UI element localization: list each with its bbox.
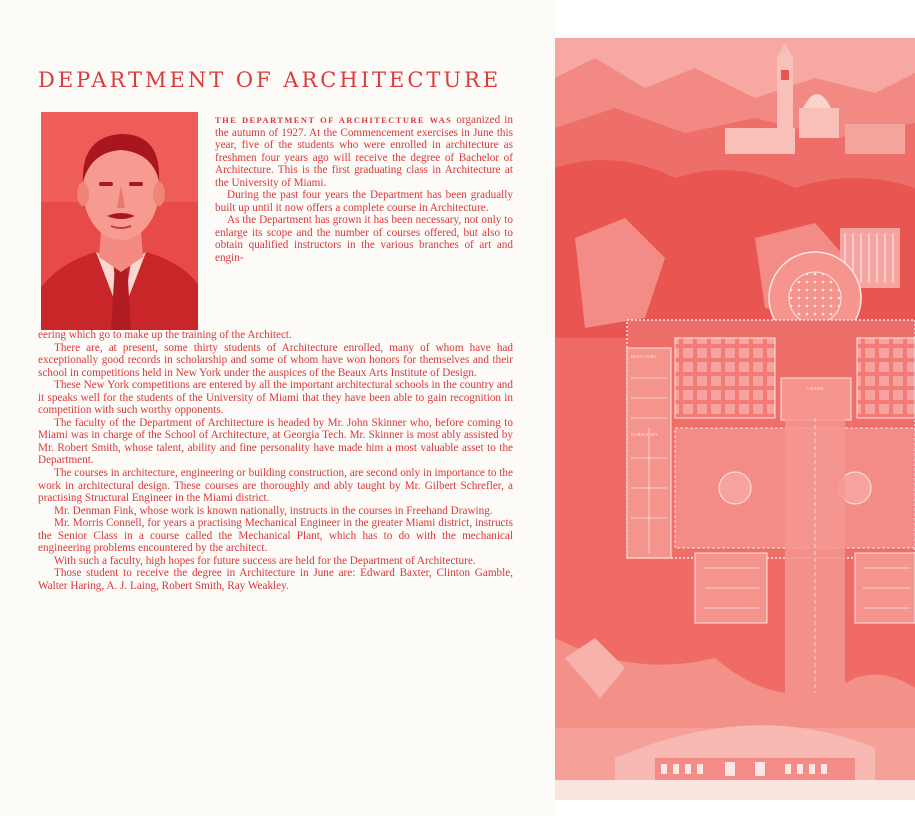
lead-in-caps: THE DEPARTMENT OF ARCHITECTURE WAS: [215, 115, 453, 125]
campus-plan-drawing: [555, 38, 915, 800]
paragraph-courses: The courses in architecture, engineering or building construction, are second only in importance to the work in architectural design. These courses are thoroughly and ably taught by Mr. Gilbert Schrefler, a practising Structural Engineer in the Miami district.: [38, 467, 513, 505]
portrait-photo: [41, 112, 198, 330]
intro-paragraph-3: As the Department has grown it has been necessary, not only to enlarge its scope and the number of courses offered, but also to obtain qualified instructors in the various branches of art and engin-: [215, 214, 513, 265]
portrait-man-image: [41, 112, 198, 330]
paragraph-graduates: Those student to receive the degree in Architecture in June are: Edward Baxter, Clinton Gamble, Walter Haring, A. J. Laing, Robert Smith, Ray Weakley.: [38, 567, 513, 592]
intro-paragraph-1: THE DEPARTMENT OF ARCHITECTURE WAS organized in the autumn of 1927. At the Commencement exercises in June this year, five of the students who were enrolled in architecture as freshmen four years ago will receive the degree of Bachelor of Architecture. This is the first graduating class in Architecture at the University of Miami.: [215, 114, 514, 189]
paragraph-faculty: The faculty of the Department of Architecture is headed by Mr. John Skinner who, before coming to Miami was in charge of the School of Architecture, at Georgia Tech. Mr. Skinner is most ably assisted by Mr. Robert Smith, whose talent, ability and fine personality have made him a most valuable asset to the Department.: [38, 416, 513, 467]
intro-paragraph-2: During the past four years the Department has been gradually built up until it now offers a complete course in Architecture.: [215, 189, 513, 214]
page-title: DEPARTMENT OF ARCHITECTURE: [38, 68, 502, 92]
architectural-plan-plate: [555, 38, 915, 800]
paragraph-competitions: These New York competitions are entered by all the important architectural schools in the country and it speaks well for the students of the University of Miami that they have been able to gain recognition in competition with such worthy opponents.: [38, 379, 513, 417]
paragraph-freehand: Mr. Denman Fink, whose work is known nationally, instructs in the courses in Freehand Drawing.: [54, 504, 493, 517]
left-wing-label-b: DORMITORY: [631, 432, 658, 437]
paragraph-hopes: With such a faculty, high hopes for future success are held for the Department of Architecture.: [54, 554, 476, 567]
chapel-label: CHAPEL: [807, 386, 825, 391]
left-wing-label-a: REFECTORY: [631, 354, 657, 359]
body-column: [38, 329, 513, 592]
paragraph-mechanical: Mr. Morris Connell, for years a practising Mechanical Engineer in the greater Miami district, instructs the Senior Class in a course called the Mechanical Plant, which has to do with the mechanical engineering problems encountered by the architect.: [38, 517, 513, 555]
paragraph-students: There are, at present, some thirty students of Architecture enrolled, many of whom have had exceptionally good records in scholarship and some of whom have won honors for themselves and their school in competitions held in New York under the auspices of the Beaux Arts Institute of Design.: [38, 341, 513, 379]
intro-column: [215, 114, 513, 265]
paragraph-continuation: eering which go to make up the training of the Architect.: [38, 329, 292, 341]
